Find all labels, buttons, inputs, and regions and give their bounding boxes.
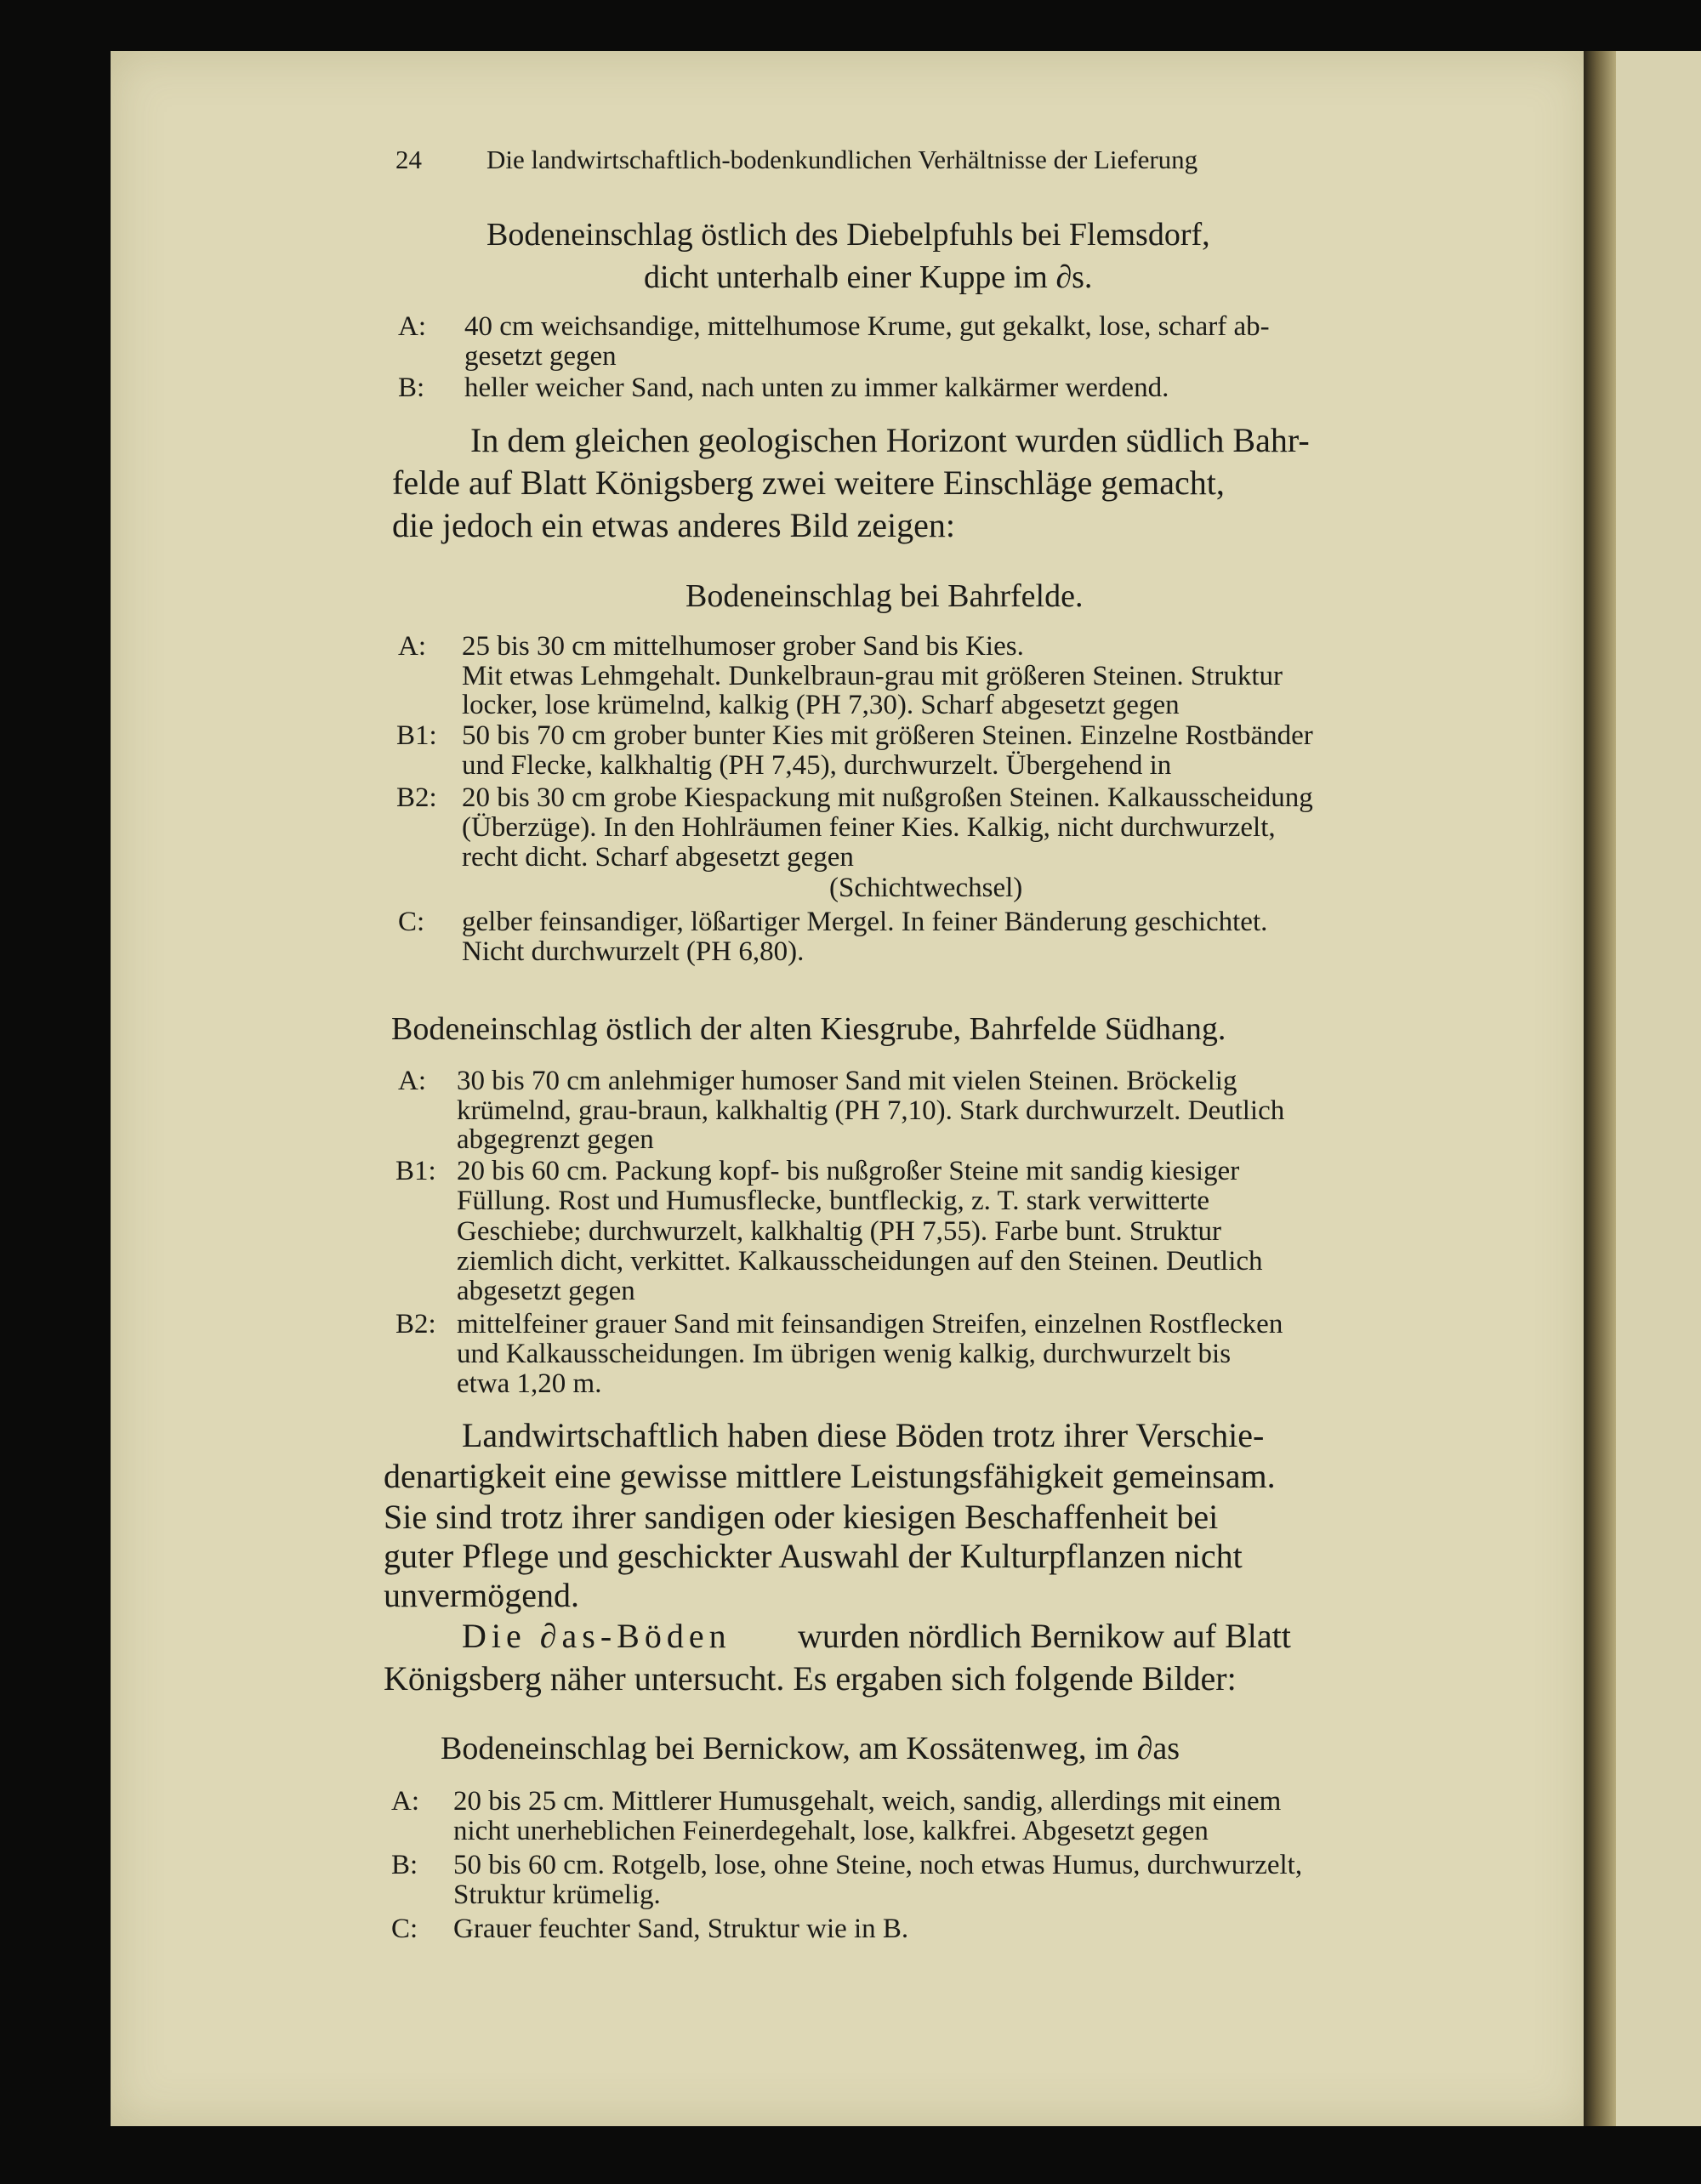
paragraph2-line: unvermögend. [384,1576,579,1614]
paragraph2-line: Sie sind trotz ihrer sandigen oder kiesigen Beschaffenheit bei [384,1498,1219,1536]
section3-label-a: A: [398,1066,426,1096]
section3-line: ziemlich dicht, verkittet. Kalkausscheidungen auf den Steinen. Deutlich [457,1246,1263,1277]
section3-title: Bodeneinschlag östlich der alten Kiesgrube, Bahrfelde Südhang. [391,1011,1226,1047]
paragraph1-line: In dem gleichen geologischen Horizont wurden südlich Bahr- [470,421,1310,459]
section3-label-b1: B1: [395,1156,436,1186]
section2-line: und Flecke, kalkhaltig (PH 7,45), durchwurzelt. Übergehend in [462,750,1172,781]
section1-title-line2: dicht unterhalb einer Kuppe im ∂s. [644,259,1093,295]
paragraph1-line: die jedoch ein etwas anderes Bild zeigen: [392,506,955,544]
section2-line: 20 bis 30 cm grobe Kiespackung mit nußgroßen Steinen. Kalkausscheidung [462,782,1313,813]
section4-label-b: B: [391,1850,418,1880]
section3-line: 20 bis 60 cm. Packung kopf- bis nußgroßer Steine mit sandig kiesiger [457,1156,1240,1186]
section1-line: gesetzt gegen [464,341,617,372]
section3-line: abgegrenzt gegen [457,1124,654,1155]
section3-line: Geschiebe; durchwurzelt, kalkhaltig (PH 7,55). Farbe bunt. Struktur [457,1216,1222,1247]
section4-label-c: C: [391,1914,418,1944]
section4-line: Struktur krümelig. [453,1880,661,1910]
running-title: Die landwirtschaftlich-bodenkundlichen Verhältnisse der Lieferung [486,145,1198,174]
section2-line: 50 bis 70 cm grober bunter Kies mit größeren Steinen. Einzelne Rostbänder [462,720,1313,751]
facing-page-edge [1616,51,1701,2126]
section2-line: gelber feinsandiger, lößartiger Mergel. In feiner Bänderung geschichtet. [462,907,1268,937]
paragraph2-line: guter Pflege und geschickter Auswahl der Kulturpflanzen nicht [384,1537,1243,1575]
paragraph3-line1: wurden nördlich Bernikow auf Blatt [798,1617,1291,1655]
section1-line: heller weicher Sand, nach unten zu immer kalkärmer werdend. [464,373,1169,403]
paragraph2-line: denartigkeit eine gewisse mittlere Leistungsfähigkeit gemeinsam. [384,1457,1276,1495]
section2-label-c: C: [398,907,425,937]
section2-line: Nicht durchwurzelt (PH 6,80). [462,936,805,967]
section4-title: Bodeneinschlag bei Bernickow, am Kossätenweg, im ∂as [441,1731,1180,1766]
section2-line: recht dicht. Scharf abgesetzt gegen [462,842,854,873]
paragraph2-line: Landwirtschaftlich haben diese Böden trotz ihrer Verschie- [462,1416,1265,1454]
section2-label-b1: B1: [396,720,437,751]
section2-label-a: A: [398,631,426,662]
paragraph3-spaced-words: Die ∂as-Böden [462,1617,731,1655]
section2-label-b2: B2: [396,782,437,813]
section4-label-a: A: [391,1786,419,1817]
section3-line: krümelnd, grau-braun, kalkhaltig (PH 7,10). Stark durchwurzelt. Deutlich [457,1095,1285,1126]
section1-line: 40 cm weichsandige, mittelhumose Krume, gut gekalkt, lose, scharf ab- [464,311,1270,342]
section4-line: nicht unerheblichen Feinerdegehalt, lose, kalkfrei. Abgesetzt gegen [453,1816,1209,1846]
section2-title: Bodeneinschlag bei Bahrfelde. [686,578,1084,614]
section2-line: locker, lose krümelnd, kalkig (PH 7,30). Scharf abgesetzt gegen [462,690,1180,720]
section1-title-line1: Bodeneinschlag östlich des Diebelpfuhls bei Flemsdorf, [486,217,1210,253]
section2-line: Mit etwas Lehmgehalt. Dunkelbraun-grau mit größeren Steinen. Struktur [462,661,1283,691]
book-gutter [1584,51,1616,2126]
section3-line: und Kalkausscheidungen. Im übrigen wenig kalkig, durchwurzelt bis [457,1339,1232,1369]
section2-line: (Schichtwechsel) [829,873,1023,903]
section3-line: 30 bis 70 cm anlehmiger humoser Sand mit vielen Steinen. Bröckelig [457,1066,1237,1096]
section2-line: 25 bis 30 cm mittelhumoser grober Sand bis Kies. [462,631,1024,662]
section3-line: mittelfeiner grauer Sand mit feinsandigen Streifen, einzelnen Rostflecken [457,1309,1283,1339]
section3-line: etwa 1,20 m. [457,1368,602,1399]
page-number: 24 [395,145,422,174]
section4-line: Grauer feuchter Sand, Struktur wie in B. [453,1914,909,1944]
paragraph1-line: felde auf Blatt Königsberg zwei weitere Einschläge gemacht, [392,464,1225,502]
section3-line: abgesetzt gegen [457,1276,635,1306]
section4-line: 20 bis 25 cm. Mittlerer Humusgehalt, weich, sandig, allerdings mit einem [453,1786,1282,1817]
section4-line: 50 bis 60 cm. Rotgelb, lose, ohne Steine, noch etwas Humus, durchwurzelt, [453,1850,1303,1880]
section1-label: B: [398,373,425,403]
section1-label: A: [398,311,426,342]
paragraph3-line2: Königsberg näher untersucht. Es ergaben sich folgende Bilder: [384,1659,1237,1698]
section2-line: (Überzüge). In den Hohlräumen feiner Kies. Kalkig, nicht durchwurzelt, [462,812,1276,843]
section3-label-b2: B2: [395,1309,436,1339]
section3-line: Füllung. Rost und Humusflecke, buntfleckig, z. T. stark verwitterte [457,1186,1210,1216]
